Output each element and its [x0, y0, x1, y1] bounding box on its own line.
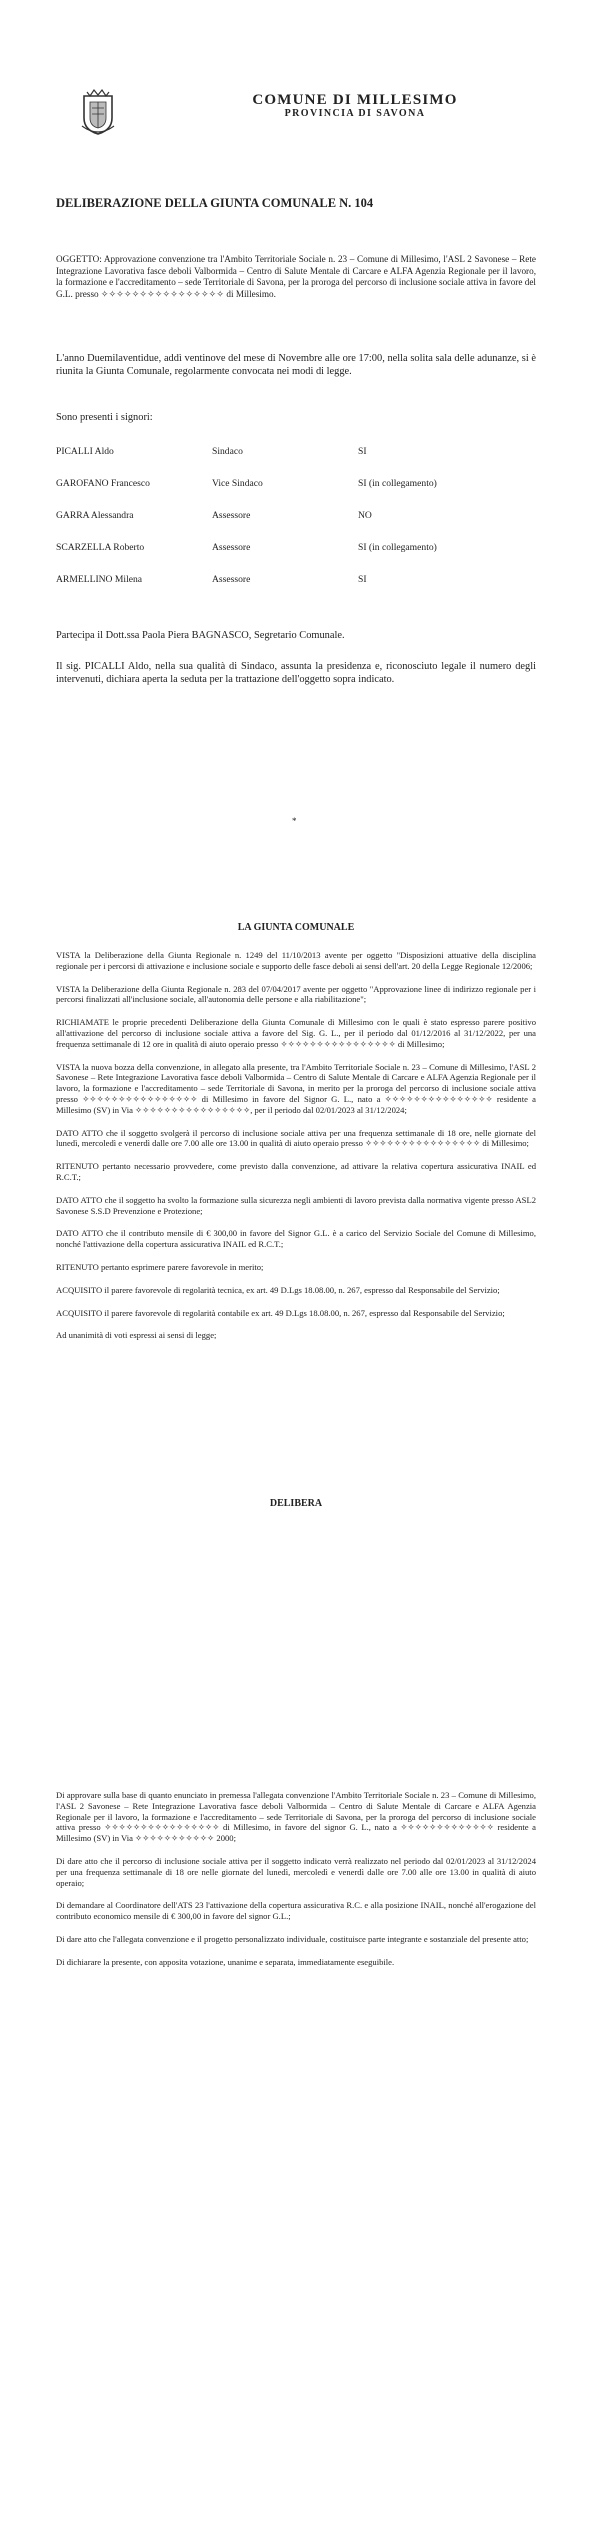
presenti-label: Sono presenti i signori:: [56, 412, 153, 423]
dispositivo-block: [56, 1790, 536, 1968]
dispositivo-paragraph: Di dare atto che l'allegata convenzione e il progetto personalizzato individuale, costituisce parte integrante e sostanziale del presente atto;: [56, 1933, 529, 1944]
member-presence: NO: [358, 510, 372, 521]
member-role: Assessore: [212, 574, 251, 585]
premessa-paragraph: DATO ATTO che il soggetto ha svolto la formazione sulla sicurezza negli ambienti di lavoro prevista dalla normativa vigente presso ASL2 Savonese S.S.D Prevenzione e Protezione;: [56, 1194, 536, 1216]
member-presence: SI: [358, 574, 367, 585]
premessa-paragraph: Ad unanimità di voti espressi ai sensi di legge;: [56, 1330, 217, 1341]
member-role: Sindaco: [212, 446, 243, 457]
dispositivo-paragraph: Di demandare al Coordinatore dell'ATS 23 l'attivazione della copertura assicurativa R.C. e alla posizione INAIL, nonché all'erogazione del contributo economico mensile di € 300,00 in favore del signor G.L.;: [56, 1900, 536, 1922]
intro-paragraph: L'anno Duemilaventidue, addì ventinove del mese di Novembre alle ore 17:00, nella solita sala delle adunanze, si è riunita la Giunta Comunale, regolarmente convocata nei modi di legge.: [56, 353, 536, 377]
premessa-paragraph: ACQUISITO il parere favorevole di regolarità tecnica, ex art. 49 D.Lgs 18.08.00, n. 267, espresso dal Responsabile del Servizio;: [56, 1284, 500, 1295]
member-presence: SI (in collegamento): [358, 542, 437, 553]
premessa-paragraph: DATO ATTO che il contributo mensile di € 300,00 in favore del Signor G.L. è a carico del Servizio Sociale del Comune di Millesimo, nonché l'attivazione della copertura assicurativa INAIL ed R.C.T.;: [56, 1228, 536, 1250]
comune-title: COMUNE DI MILLESIMO: [252, 92, 458, 108]
member-presence: SI: [358, 446, 367, 457]
oggetto-paragraph: OGGETTO: Approvazione convenzione tra l'Ambito Territoriale Sociale n. 23 – Comune di Millesimo, l'ASL 2 Savonese – Rete Integrazione Lavorativa fasce deboli Valbormida – Centro di Salute Mentale di Carcare e ALFA Agenzia Regionale per il lavoro, la formazione e l'accreditamento – sede Territoriale di Savona, per la proroga del percorso di inclusione sociale attiva in favore del G.L. presso ✧✧✧✧✧✧✧✧✧✧✧✧✧✧✧✧ di Millesimo.: [56, 254, 536, 299]
premessa-paragraph: RITENUTO pertanto esprimere parere favorevole in merito;: [56, 1261, 264, 1272]
premessa-paragraph: RICHIAMATE le proprie precedenti Deliberazione della Giunta Comunale di Millesimo con le quali è stato espresso parere positivo all'attivazione del percorso di inclusione sociale attiva a favore del Sig. G. L., per il periodo dal 01/12/2016 al 31/12/2022, per una frequenza settimanale di 12 ore in qualità di aiuto operaio presso ✧✧✧✧✧✧✧✧✧✧✧✧✧✧✧✧ di Millesimo;: [56, 1017, 536, 1049]
presence-row: [56, 542, 526, 556]
page-mark: *: [292, 816, 297, 826]
dispositivo-paragraph: Di dichiarare la presente, con apposita votazione, unanime e separata, immediatamente eseguibile.: [56, 1956, 395, 1967]
member-name: GAROFANO Francesco: [56, 478, 150, 489]
premessa-paragraph: VISTA la Deliberazione della Giunta Regionale n. 283 del 07/04/2017 avente per oggetto "Approvazione linee di indirizzo regionale per i percorsi finalizzati all'inclusione sociale, all'autonomia delle persone e alla riabilitazione";: [56, 983, 536, 1005]
member-name: PICALLI Aldo: [56, 446, 114, 457]
premessa-paragraph: VISTA la nuova bozza della convenzione, in allegato alla presente, tra l'Ambito Territoriale Sociale n. 23 – Comune di Millesimo, l'ASL 2 Savonese – Rete Integrazione Lavorativa fasce deboli Valbormida – Centro di Salute Mentale di Carcare e ALFA Agenzia Regionale per il lavoro, la formazione e l'accreditamento – sede Territoriale di Savona, in merito per la proroga del percorso di inclusione sociale attiva presso ✧✧✧✧✧✧✧✧✧✧✧✧✧✧✧✧ di Millesimo in favore del Signor G. L., nato a ✧✧✧✧✧✧✧✧✧✧✧✧✧✧✧ residente a Millesimo (SV) in Via ✧✧✧✧✧✧✧✧✧✧✧✧✧✧✧✧, per il periodo dal 02/01/2023 al 31/12/2024;: [56, 1061, 536, 1115]
delibera-heading: DELIBERA: [269, 1498, 323, 1509]
dispositivo-paragraph: Di dare atto che il percorso di inclusione sociale attiva per il soggetto indicato verrà realizzato nel periodo dal 02/01/2023 al 31/12/2024 per una frequenza settimanale di 18 ore nelle giornate del lunedì, mercoledì e venerdì dalle ore 7.00 alle ore 13.00 in qualità di aiuto operaio;: [56, 1855, 536, 1888]
member-presence: SI (in collegamento): [358, 478, 437, 489]
presence-row: [56, 510, 526, 524]
premessa-paragraph: VISTA la Deliberazione della Giunta Regionale n. 1249 del 11/10/2013 avente per oggetto "Disposizioni attuative della disciplina regionale per i percorsi di attivazione e inclusione sociale e supporto delle fasce deboli ai sensi dell'art. 20 della Legge Regionale 12/2006;: [56, 950, 536, 971]
presidenza-paragraph: Il sig. PICALLI Aldo, nella sua qualità di Sindaco, assunta la presidenza e, riconosciuto legale il numero degli intervenuti, dichiara aperta la seduta per la trattazione dell'oggetto sopra indicato.: [56, 661, 536, 685]
premessa-paragraph: ACQUISITO il parere favorevole di regolarità contabile ex art. 49 D.Lgs 18.08.00, n. 267, espresso dal Responsabile del Servizio;: [56, 1307, 505, 1318]
segretario-line: Partecipa il Dott.ssa Paola Piera BAGNASCO, Segretario Comunale.: [56, 630, 345, 641]
premessa-paragraph: DATO ATTO che il soggetto svolgerà il percorso di inclusione sociale attiva per una frequenza settimanale di 18 ore, nelle giornate del lunedì, mercoledì e venerdì dalle ore 7.00 alle ore 13.00 in qualità di aiuto operaio presso ✧✧✧✧✧✧✧✧✧✧✧✧✧✧✧✧ di Millesimo;: [56, 1127, 536, 1149]
presence-row: [56, 574, 526, 588]
member-name: SCARZELLA Roberto: [56, 542, 145, 553]
member-role: Vice Sindaco: [212, 478, 263, 489]
giunta-heading: LA GIUNTA COMUNALE: [237, 922, 355, 933]
member-role: Assessore: [212, 542, 251, 553]
coat-of-arms-logo: [78, 88, 118, 136]
premesse-block: [56, 950, 536, 1341]
provincia-subtitle: PROVINCIA DI SAVONA: [284, 108, 426, 119]
presence-row: [56, 478, 526, 492]
member-name: ARMELLINO Milena: [56, 574, 143, 585]
member-role: Assessore: [212, 510, 251, 521]
premessa-paragraph: RITENUTO pertanto necessario provvedere, come previsto dalla convenzione, ad attivare la relativa copertura assicurativa INAIL ed R.C.T.;: [56, 1161, 536, 1182]
deliberazione-heading: DELIBERAZIONE DELLA GIUNTA COMUNALE N. 104: [56, 196, 374, 210]
presence-row: [56, 446, 526, 460]
member-name: GARRA Alessandra: [56, 510, 134, 521]
dispositivo-paragraph: Di approvare sulla base di quanto enunciato in premessa l'allegata convenzione l'Ambito Territoriale Sociale n. 23 – Comune di Millesimo, l'ASL 2 Savonese – Rete Integrazione Lavorativa fasce deboli Valbormida – Centro di Salute Mentale di Carcare e ALFA Agenzia Regionale per il lavoro, la formazione e l'accreditamento – sede Territoriale di Savona, per la proroga del percorso di inclusione sociale attiva presso ✧✧✧✧✧✧✧✧✧✧✧✧✧✧✧✧ di Millesimo, in favore del signor G. L., nato a ✧✧✧✧✧✧✧✧✧✧✧✧✧ residente a Millesimo (SV) in Via ✧✧✧✧✧✧✧✧✧✧✧ 2000;: [56, 1790, 536, 1844]
